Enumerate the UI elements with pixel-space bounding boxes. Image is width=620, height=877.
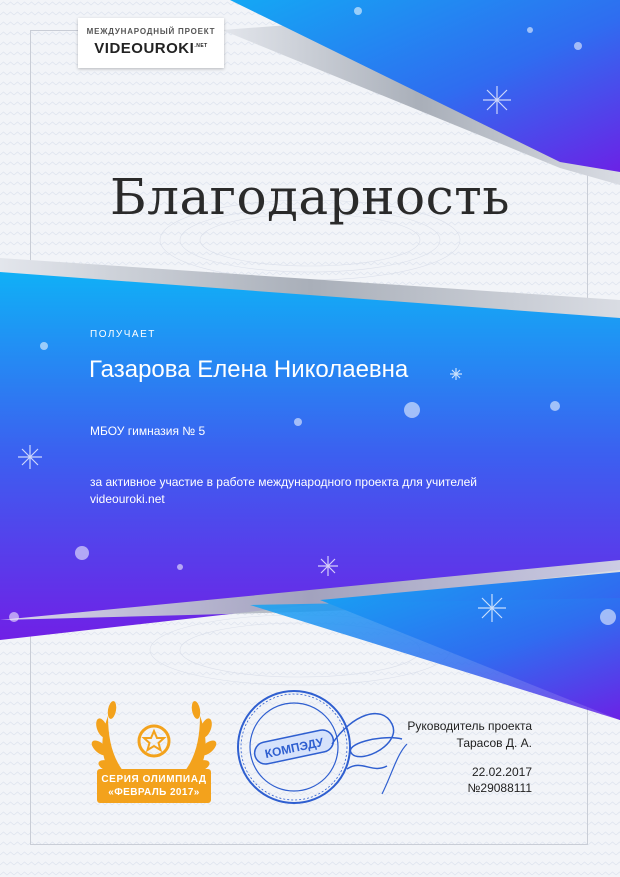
signature-role: Руководитель проекта [407, 719, 532, 733]
certificate-title: Благодарность [109, 168, 511, 226]
stamp-center-text: КОМПЭДУ [263, 734, 325, 762]
issue-date: 22.02.2017 [471, 765, 532, 779]
issue-info [468, 764, 532, 796]
recipient-name: Газарова Елена Николаевна [89, 356, 409, 383]
description-line-1: за активное участие в работе международного проекта для учителей [90, 475, 477, 489]
issue-number: №29088111 [467, 781, 532, 795]
logo-project-label: МЕЖДУНАРОДНЫЙ ПРОЕКТ [86, 27, 216, 36]
logo-brand [78, 40, 224, 57]
signature-block [407, 718, 532, 752]
badge-line-1: СЕРИЯ ОЛИМПИАД [101, 774, 207, 785]
videouroki-logo [78, 18, 224, 68]
olympiad-badge-label [97, 769, 211, 803]
badge-line-2: «ФЕВРАЛЬ 2017» [108, 787, 200, 798]
description-line-2: videouroki.net [90, 492, 165, 506]
certificate-description [90, 474, 510, 508]
logo-brand-text: VIDEOUROKI [94, 40, 195, 57]
logo-brand-suffix: .NET [194, 43, 208, 49]
receives-label: ПОЛУЧАЕТ [90, 329, 156, 340]
organization-name: МБОУ гимназия № 5 [90, 424, 206, 438]
official-stamp [232, 684, 412, 810]
signature-name: Тарасов Д. А. [456, 736, 532, 750]
